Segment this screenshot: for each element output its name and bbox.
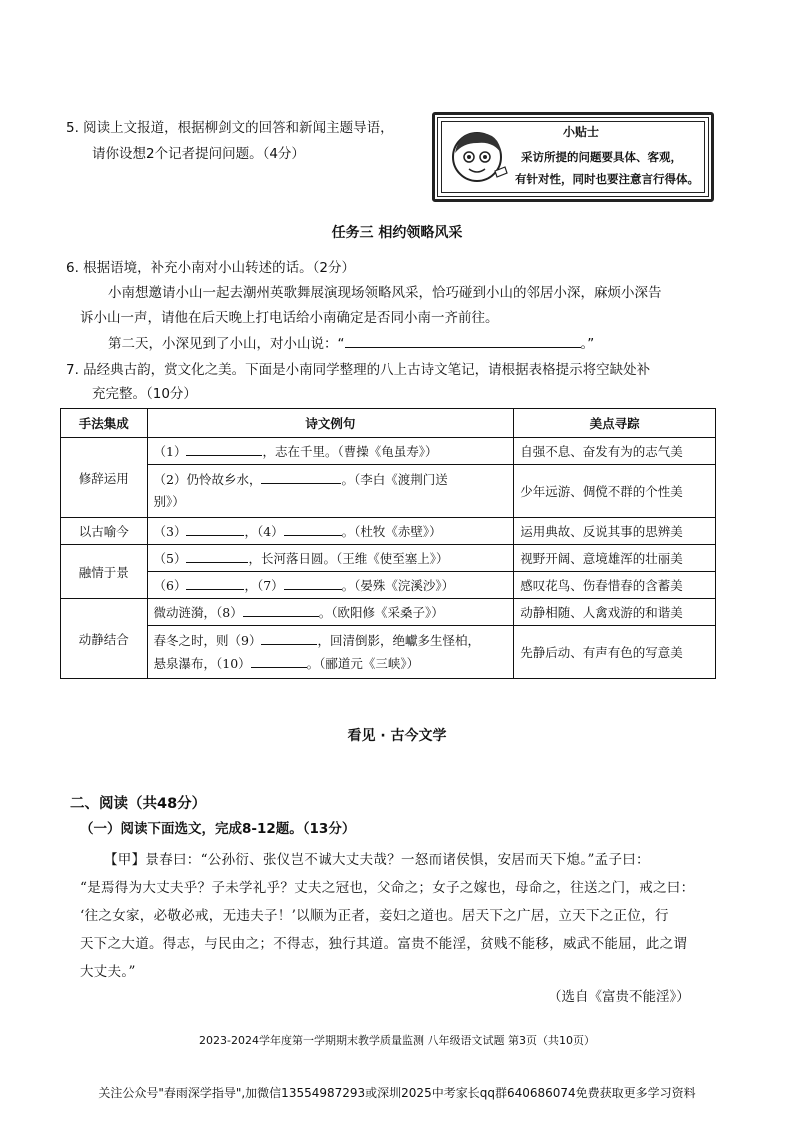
q6-para2-prefix: 第二天，小深见到了小山，对小山说：“ — [108, 336, 345, 352]
passage-line: 大丈夫。” — [80, 964, 136, 980]
bottom-promo-note: 关注公众号"春雨深学指导",加微信13554987293或深圳2025中考家长qq群640686074免费获取更多学习资料 — [98, 1086, 696, 1100]
header-verse: 诗文例句 — [147, 409, 514, 438]
beauty-5: 感叹花鸟、伤春惜春的含蓄美 — [514, 572, 716, 599]
blank-3[interactable] — [186, 523, 244, 536]
blank-9[interactable] — [261, 632, 317, 645]
verse-text: 。（李白《渡荆门送 — [341, 472, 448, 487]
poetry-notes-table — [60, 408, 716, 679]
passage-line: ‘往之女家，必敬必戒，无违夫子！’以顺为正者，妾妇之道也。居天下之广居，立天下之正位，行 — [80, 908, 669, 924]
q6-para2-suffix: 。” — [580, 336, 595, 352]
blank-7[interactable] — [284, 577, 342, 590]
tip-line-1: 采访所提的问题要具体、客观， — [521, 150, 682, 164]
verse-8 — [147, 599, 514, 626]
blank-6[interactable] — [186, 577, 244, 590]
passage-line: 天下之大道。得志，与民由之；不得志，独行其道。富贵不能淫，贫贱不能移，威武不能屈，此之谓 — [80, 936, 688, 952]
q6-answer-blank[interactable] — [345, 333, 581, 348]
table-row — [61, 518, 716, 545]
method-scenery: 融情于景 — [61, 545, 148, 599]
table-row — [61, 626, 716, 679]
verse-5 — [147, 545, 514, 572]
blank-10[interactable] — [251, 655, 307, 668]
verse-text: （6） — [153, 578, 187, 593]
method-motion: 动静结合 — [61, 599, 148, 679]
q6-para1-line1: 小南想邀请小山一起去潮州英歌舞展演现场领略风采，恰巧碰到小山的邻居小深，麻烦小深告 — [108, 285, 662, 301]
verse-text: ，志在千里。（曹操《龟虽寿》） — [262, 444, 438, 459]
table-row — [61, 572, 716, 599]
verse-text: ，（7） — [244, 578, 284, 593]
verse-9-10 — [147, 626, 514, 679]
part2-title: 二、阅读（共48分） — [70, 796, 207, 812]
verse-text: （3） — [153, 524, 187, 539]
blank-4[interactable] — [284, 523, 342, 536]
verse-3-4 — [147, 518, 514, 545]
cartoon-teacher-icon — [447, 127, 509, 189]
q7-line2: 充完整。（10分） — [92, 386, 197, 402]
q5-line1: 5. 阅读上文报道，根据柳剑文的回答和新闻主题导语， — [66, 120, 394, 136]
header-method: 手法集成 — [61, 409, 148, 438]
table-row — [61, 545, 716, 572]
verse-text: （1） — [153, 444, 187, 459]
blank-8[interactable] — [243, 604, 319, 617]
beauty-3: 运用典故、反说其事的思辨美 — [514, 518, 716, 545]
table-row — [61, 438, 716, 465]
verse-text: 春冬之时，则（9） — [153, 633, 262, 648]
beauty-1: 自强不息、奋发有为的志气美 — [514, 438, 716, 465]
header-beauty: 美点寻踪 — [514, 409, 716, 438]
blank-2[interactable] — [261, 471, 341, 484]
verse-2 — [147, 465, 514, 518]
beauty-6: 动静相随、人禽戏游的和谐美 — [514, 599, 716, 626]
part2-subtitle: （一）阅读下面选文，完成8-12题。（13分） — [80, 821, 356, 837]
section-heading: 看见 · 古今文学 — [347, 728, 447, 744]
blank-5[interactable] — [186, 550, 248, 563]
passage-source: （选自《富贵不能淫》） — [548, 989, 690, 1005]
verse-text: ，长河落日圆。（王维《使至塞上》） — [248, 551, 449, 566]
method-allusion: 以古喻今 — [61, 518, 148, 545]
q7-line1: 7. 品经典古韵，赏文化之美。下面是小南同学整理的八上古诗文笔记，请根据表格提示将空缺处补 — [66, 362, 651, 378]
verse-text: （5） — [153, 551, 187, 566]
verse-text: 别》） — [153, 494, 185, 509]
verse-1 — [147, 438, 514, 465]
q5-line2: 请你设想2个记者提问问题。（4分） — [92, 146, 305, 162]
verse-6-7 — [147, 572, 514, 599]
passage-line: 【甲】景春曰：“公孙衍、张仪岂不诚大丈夫哉？一怒而诸侯惧，安居而天下熄。”孟子曰： — [104, 852, 650, 868]
method-rhetoric: 修辞运用 — [61, 438, 148, 518]
verse-text: 。（欧阳修《采桑子》） — [318, 605, 444, 620]
beauty-7: 先静后动、有声有色的写意美 — [514, 626, 716, 679]
passage-jia — [80, 846, 710, 986]
passage-line: “是焉得为大丈夫乎？子未学礼乎？丈夫之冠也，父命之；女子之嫁也，母命之，往送之门，戒之曰： — [80, 880, 695, 896]
task3-heading: 任务三 相约领略风采 — [331, 225, 463, 241]
table-header-row — [61, 409, 716, 438]
verse-text: ，（4） — [244, 524, 284, 539]
verse-text: 悬泉瀑布，（10） — [153, 656, 251, 671]
page-footer: 2023-2024学年度第一学期期末教学质量监测 八年级语文试题 第3页（共10页） — [199, 1034, 595, 1047]
verse-text: 。（晏殊《浣溪沙》） — [341, 578, 455, 593]
q6-para1-line2: 诉小山一声，请他在后天晚上打电话给小南确定是否同小南一齐前往。 — [80, 310, 499, 326]
verse-text: ，回清倒影，绝巘多生怪柏， — [317, 633, 480, 648]
verse-text: 。（郦道元《三峡》） — [306, 656, 420, 671]
tip-title: 小贴士 — [563, 125, 600, 139]
tip-box — [432, 112, 714, 202]
q6-title: 6. 根据语境，补充小南对小山转述的话。（2分） — [66, 260, 356, 276]
verse-text: 。（杜牧《赤壁》） — [341, 524, 442, 539]
verse-text: （2）仍怜故乡水， — [153, 472, 262, 487]
table-row — [61, 599, 716, 626]
tip-line-2: 有针对性，同时也要注意言行得体。 — [515, 172, 699, 186]
verse-text: 微动涟漪，（8） — [153, 605, 243, 620]
q6-para2 — [108, 330, 594, 358]
blank-1[interactable] — [186, 443, 262, 456]
table-row — [61, 465, 716, 518]
beauty-4: 视野开阔、意境雄浑的壮丽美 — [514, 545, 716, 572]
beauty-2: 少年远游、倜傥不群的个性美 — [514, 465, 716, 518]
